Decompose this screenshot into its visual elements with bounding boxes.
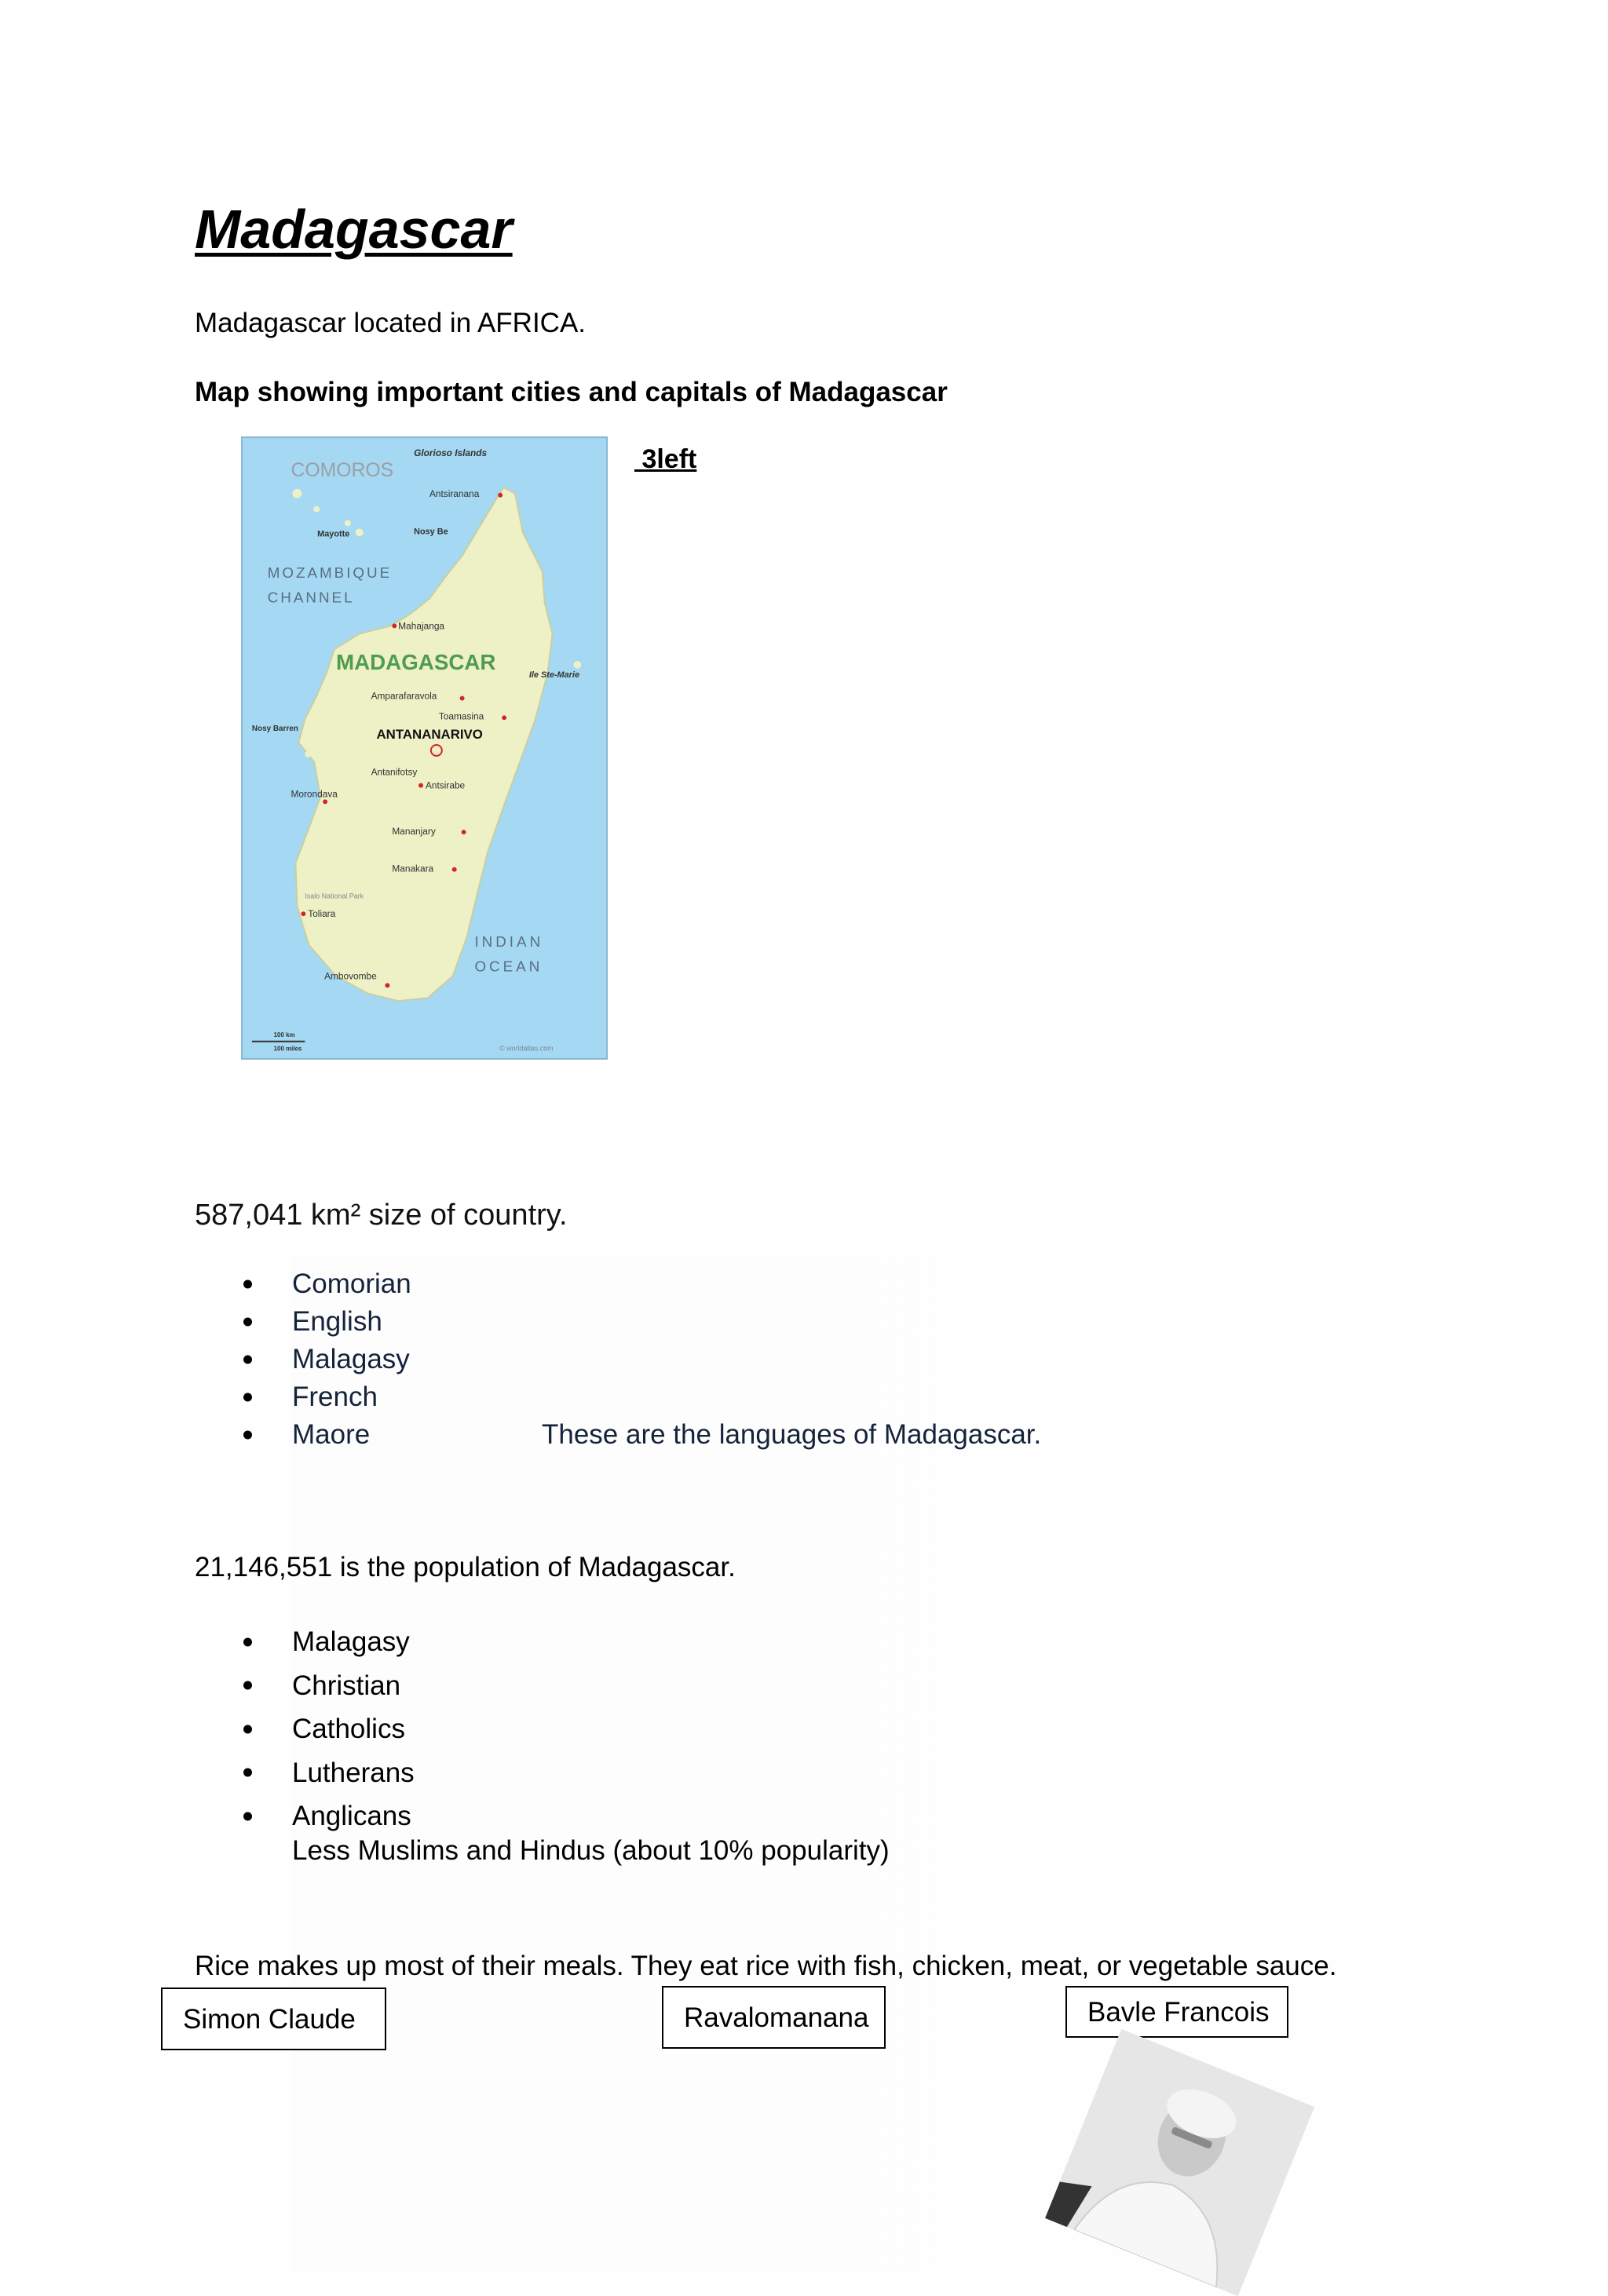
map-label-ambovombe: Ambovombe bbox=[324, 970, 377, 982]
map-label-glorioso: Glorioso Islands bbox=[414, 447, 488, 459]
list-item: Lutherans bbox=[292, 1751, 415, 1795]
bullet-icon bbox=[243, 1637, 252, 1646]
languages-note: These are the languages of Madagascar. bbox=[542, 1419, 1042, 1450]
map-label-amparafaravola: Amparafaravola bbox=[371, 690, 437, 702]
name-box-bavle-francois: Bavle Francois bbox=[1065, 1986, 1288, 2038]
side-label: 3left bbox=[634, 444, 697, 474]
name-box-ravalomanana: Ravalomanana bbox=[662, 1986, 886, 2049]
map-label-isalo: Isalo National Park bbox=[305, 892, 364, 900]
map-label-indian: INDIAN bbox=[474, 933, 544, 950]
list-item: Anglicans bbox=[292, 1794, 415, 1838]
list-item: French bbox=[292, 1378, 411, 1416]
map-label-mahajanga: Mahajanga bbox=[398, 620, 445, 632]
bullet-icon bbox=[243, 1681, 252, 1690]
map-label-ile-ste-marie: Ile Ste-Marie bbox=[528, 670, 580, 680]
map-label-nosy-barren: Nosy Barren bbox=[251, 725, 298, 734]
map-label-channel: CHANNEL bbox=[267, 589, 355, 606]
bullet-icon bbox=[243, 1393, 252, 1402]
map-label-morondava: Morondava bbox=[291, 788, 338, 800]
map-label-toamasina: Toamasina bbox=[438, 710, 484, 722]
map-label-nosy-be: Nosy Be bbox=[414, 527, 448, 537]
map-label-antananarivo: ANTANANARIVO bbox=[376, 727, 483, 743]
bullet-icon bbox=[243, 1356, 252, 1364]
list-item: Maore bbox=[292, 1416, 411, 1454]
map-label-toliara: Toliara bbox=[308, 908, 336, 920]
bullet-icon bbox=[243, 1431, 252, 1440]
population-text: 21,146,551 is the population of Madagascar. bbox=[195, 1552, 736, 1582]
food-text: Rice makes up most of their meals. They eat rice with fish, chicken, meat, or vegetable sauce. bbox=[195, 1951, 1337, 1981]
list-item: English bbox=[292, 1303, 411, 1341]
map-label-mozambique: MOZAMBIQUE bbox=[267, 564, 393, 581]
map-scale-mi: 100 miles bbox=[273, 1045, 302, 1053]
map-label-mananjary: Mananjary bbox=[392, 826, 436, 838]
bullet-icon bbox=[243, 1769, 252, 1777]
list-item: Catholics bbox=[292, 1707, 415, 1751]
map-heading: Map showing important cities and capitals of Madagascar bbox=[195, 377, 948, 407]
list-item: Malagasy bbox=[292, 1620, 415, 1664]
map-label-antsirabe: Antsirabe bbox=[425, 779, 466, 791]
languages-list bbox=[292, 1265, 411, 1454]
religions-note: Less Muslims and Hindus (about 10% popularity) bbox=[292, 1835, 890, 1866]
map-label-manakara: Manakara bbox=[392, 863, 434, 874]
map-label-mayotte: Mayotte bbox=[317, 529, 350, 539]
map-scale-km: 100 km bbox=[273, 1031, 295, 1038]
bullet-icon bbox=[243, 1812, 252, 1820]
map-credit: © worldatlas.com bbox=[499, 1044, 554, 1053]
list-item: Malagasy bbox=[292, 1341, 411, 1378]
map-label-antsiranana: Antsiranana bbox=[429, 487, 480, 499]
bullet-icon bbox=[243, 1318, 252, 1327]
bullet-icon bbox=[243, 1280, 252, 1289]
area-text: 587,041 km² size of country. bbox=[195, 1199, 568, 1232]
religions-list bbox=[292, 1620, 415, 1838]
location-text: Madagascar located in AFRICA. bbox=[195, 308, 587, 338]
page-title: Madagascar bbox=[195, 199, 513, 260]
map-label-madagascar: MADAGASCAR bbox=[335, 649, 496, 674]
name-box-simon-claude: Simon Claude bbox=[161, 1988, 386, 2050]
map-label-antanifotsy: Antanifotsy bbox=[371, 766, 418, 778]
list-item: Christian bbox=[292, 1664, 415, 1708]
background-shade bbox=[291, 1256, 1608, 2273]
map-label-comoros: COMOROS bbox=[291, 459, 394, 481]
bullet-icon bbox=[243, 1725, 252, 1733]
list-item: Comorian bbox=[292, 1265, 411, 1303]
madagascar-map-image bbox=[241, 436, 608, 1060]
map-label-ocean: OCEAN bbox=[474, 958, 543, 975]
